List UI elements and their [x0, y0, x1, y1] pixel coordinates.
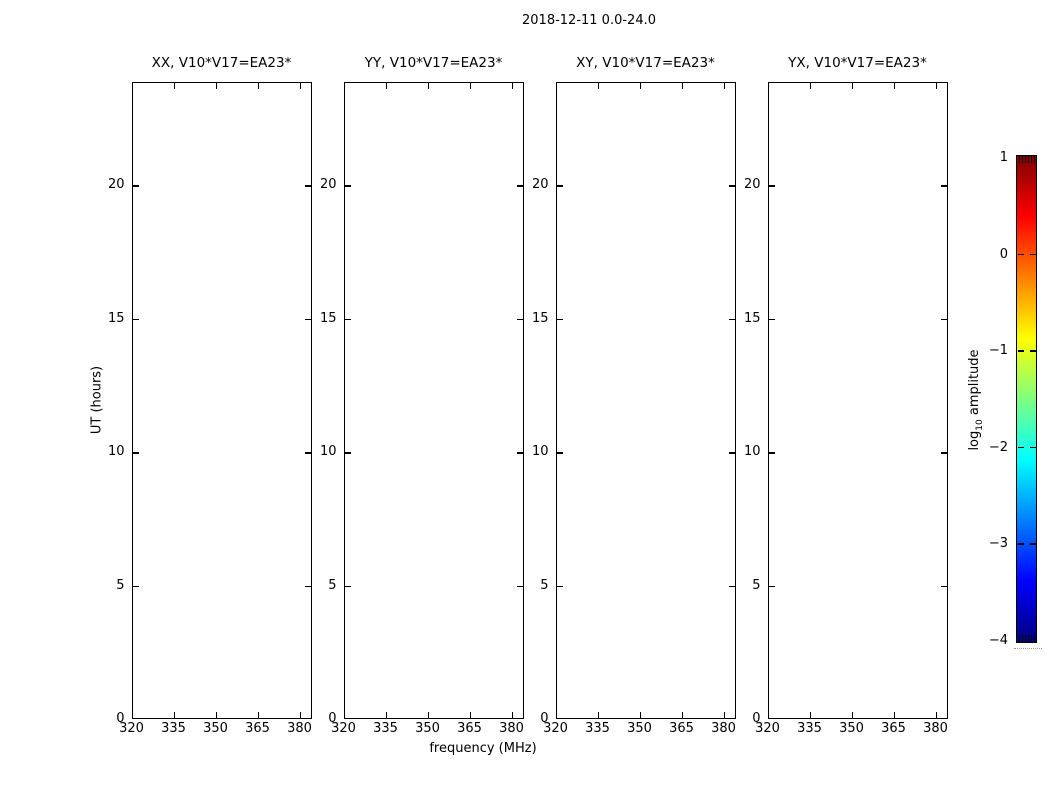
x-tick-mark — [428, 83, 429, 89]
x-tick-label: 365 — [245, 721, 270, 736]
colorbar-tick-mark — [1018, 543, 1024, 544]
x-tick-label: 335 — [373, 721, 398, 736]
y-tick-mark — [557, 586, 563, 587]
x-tick-mark — [174, 83, 175, 89]
colorbar-tick-label: −2 — [988, 439, 1008, 455]
colorbar-label-prefix: log — [967, 430, 983, 451]
y-tick-label: 5 — [328, 577, 337, 593]
x-tick-mark — [258, 83, 259, 89]
x-tick-mark — [894, 712, 895, 718]
y-tick-mark — [769, 452, 775, 453]
x-tick-mark — [852, 712, 853, 718]
colorbar-tick-mark — [1030, 350, 1036, 351]
y-tick-mark — [345, 452, 351, 453]
y-tick-mark — [941, 452, 947, 453]
x-tick-label: 350 — [627, 721, 652, 736]
x-tick-label: 365 — [669, 721, 694, 736]
y-tick-mark — [769, 185, 775, 186]
y-tick-mark — [133, 452, 139, 453]
x-tick-mark — [894, 83, 895, 89]
spectrogram-panel-xy — [556, 82, 736, 719]
y-tick-label: 0 — [328, 711, 337, 726]
colorbar-hatch — [1025, 156, 1026, 163]
y-tick-mark — [941, 319, 947, 320]
colorbar-tick-label: 0 — [999, 246, 1008, 262]
y-tick-label: 10 — [531, 444, 549, 459]
colorbar-tick-mark — [1018, 350, 1024, 351]
panel-title-yx: YX, V10*V17=EA23* — [788, 55, 927, 71]
y-tick-mark — [557, 185, 563, 186]
x-tick-mark — [682, 712, 683, 718]
colorbar-hatch — [1034, 156, 1035, 163]
x-tick-label: 350 — [203, 721, 228, 736]
figure-title: 2018-12-11 0.0-24.0 — [522, 13, 656, 28]
x-tick-label: 380 — [499, 721, 524, 736]
panel-title-yy: YY, V10*V17=EA23* — [364, 55, 503, 71]
y-tick-mark — [769, 319, 775, 320]
x-tick-mark — [810, 712, 811, 718]
colorbar-hatch — [1019, 156, 1020, 163]
x-tick-mark — [852, 83, 853, 89]
x-tick-mark — [386, 83, 387, 89]
y-axis-label: UT (hours) — [89, 365, 105, 435]
colorbar-tick-mark — [1030, 543, 1036, 544]
y-tick-label: 15 — [531, 310, 549, 326]
y-tick-mark — [133, 185, 139, 186]
x-tick-label: 320 — [543, 721, 568, 736]
x-tick-mark — [724, 83, 725, 89]
x-tick-mark — [470, 712, 471, 718]
colorbar-tick-mark — [1030, 447, 1036, 448]
colorbar-hatch — [1019, 635, 1020, 642]
colorbar-hatch — [1022, 156, 1023, 163]
y-tick-label: 10 — [319, 444, 337, 459]
colorbar-hatch — [1031, 156, 1032, 163]
colorbar-tick-label: −3 — [988, 536, 1008, 551]
y-tick-label: 10 — [107, 444, 125, 459]
y-tick-label: 20 — [319, 177, 337, 192]
x-tick-mark — [300, 83, 301, 89]
colorbar-label — [967, 349, 985, 450]
y-tick-mark — [345, 586, 351, 587]
y-tick-label: 10 — [743, 444, 761, 459]
x-tick-mark — [386, 712, 387, 718]
x-tick-label: 380 — [287, 721, 312, 736]
y-tick-label: 5 — [752, 577, 761, 593]
colorbar-hatch — [1034, 635, 1035, 642]
colorbar-hatch — [1025, 635, 1026, 642]
x-tick-label: 320 — [331, 721, 356, 736]
colorbar-hatch — [1022, 635, 1023, 642]
x-tick-mark — [682, 83, 683, 89]
y-tick-label: 15 — [743, 310, 761, 326]
y-tick-label: 0 — [752, 711, 761, 726]
y-tick-label: 15 — [319, 310, 337, 326]
colorbar-label-suffix: amplitude — [967, 349, 983, 420]
x-tick-label: 350 — [839, 721, 864, 736]
colorbar — [1016, 155, 1037, 643]
colorbar-hatch — [1031, 635, 1032, 642]
y-tick-label: 15 — [107, 310, 125, 326]
colorbar-dotted-edge — [1014, 645, 1042, 649]
x-tick-mark — [174, 712, 175, 718]
x-tick-mark — [216, 83, 217, 89]
x-tick-mark — [216, 712, 217, 718]
y-tick-label: 0 — [116, 711, 125, 726]
x-tick-mark — [936, 712, 937, 718]
x-tick-label: 365 — [881, 721, 906, 736]
x-axis-label: frequency (MHz) — [429, 741, 537, 756]
y-tick-mark — [941, 586, 947, 587]
colorbar-tick-label: −4 — [988, 632, 1008, 648]
x-tick-mark — [598, 83, 599, 89]
y-tick-label: 0 — [540, 711, 549, 726]
y-tick-label: 20 — [531, 177, 549, 192]
y-tick-mark — [941, 185, 947, 186]
colorbar-tick-mark — [1018, 447, 1024, 448]
y-tick-mark — [557, 452, 563, 453]
x-tick-label: 335 — [585, 721, 610, 736]
y-tick-label: 5 — [116, 577, 125, 593]
y-tick-mark — [133, 319, 139, 320]
spectrogram-panel-xx — [132, 82, 312, 719]
spectrogram-panel-yy — [344, 82, 524, 719]
x-tick-mark — [428, 712, 429, 718]
x-tick-mark — [640, 83, 641, 89]
y-tick-label: 20 — [107, 177, 125, 192]
colorbar-hatch — [1028, 156, 1029, 163]
y-tick-mark — [769, 586, 775, 587]
y-tick-mark — [557, 319, 563, 320]
colorbar-tick-mark — [1030, 254, 1036, 255]
x-tick-mark — [640, 712, 641, 718]
colorbar-hatch — [1028, 635, 1029, 642]
x-tick-label: 335 — [797, 721, 822, 736]
x-tick-label: 350 — [415, 721, 440, 736]
x-tick-mark — [258, 712, 259, 718]
y-tick-label: 5 — [540, 577, 549, 593]
x-tick-label: 380 — [923, 721, 948, 736]
x-tick-label: 320 — [755, 721, 780, 736]
x-tick-label: 380 — [711, 721, 736, 736]
y-tick-mark — [345, 319, 351, 320]
x-tick-mark — [598, 712, 599, 718]
x-tick-label: 335 — [161, 721, 186, 736]
colorbar-label-subscript: 10 — [974, 419, 985, 431]
x-tick-label: 320 — [119, 721, 144, 736]
colorbar-tick-label: 1 — [999, 150, 1008, 165]
x-tick-mark — [936, 83, 937, 89]
x-tick-mark — [470, 83, 471, 89]
y-tick-mark — [133, 586, 139, 587]
panel-title-xx: XX, V10*V17=EA23* — [151, 55, 292, 71]
colorbar-tick-mark — [1018, 254, 1024, 255]
x-tick-mark — [512, 83, 513, 89]
panel-title-xy: XY, V10*V17=EA23* — [576, 55, 715, 71]
y-tick-mark — [345, 185, 351, 186]
y-tick-label: 20 — [743, 177, 761, 192]
colorbar-tick-label: −1 — [988, 343, 1008, 358]
spectrogram-panel-yx — [768, 82, 948, 719]
x-tick-mark — [810, 83, 811, 89]
x-tick-label: 365 — [457, 721, 482, 736]
